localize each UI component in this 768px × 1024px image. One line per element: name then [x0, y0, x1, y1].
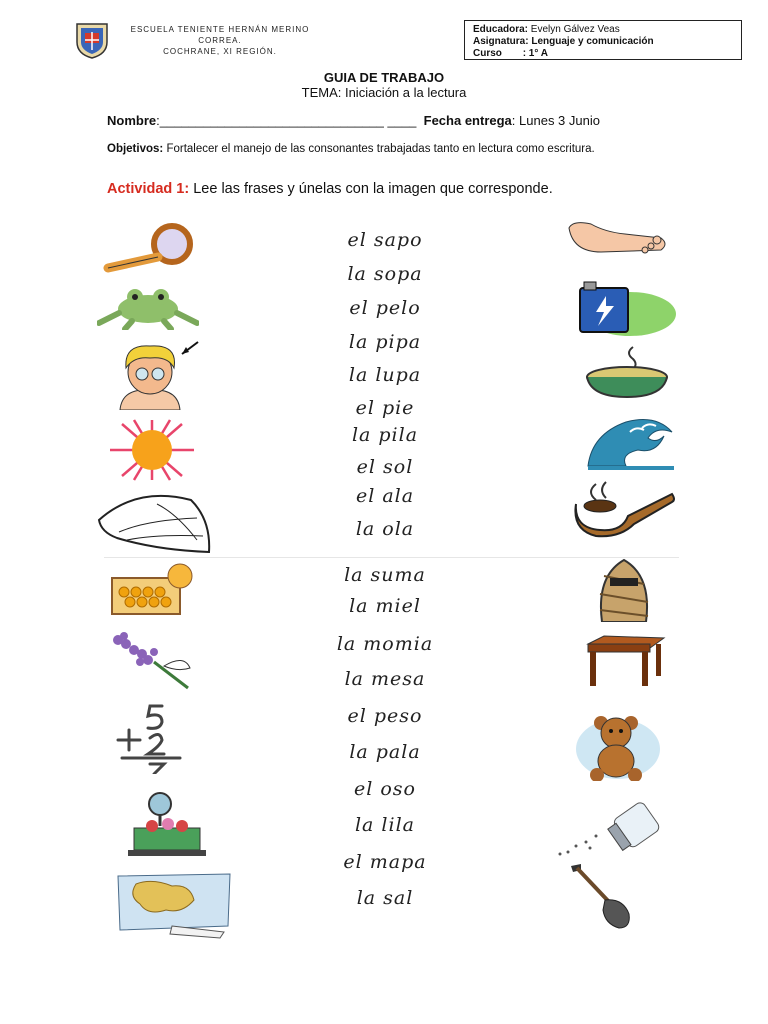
curso-value: : 1° A: [522, 48, 548, 59]
word-item: la pala: [349, 741, 421, 763]
teacher-info-box: [464, 20, 742, 60]
page-subtitle: TEMA: Iniciación a la lectura: [301, 85, 467, 100]
magnifying-glass-icon: [100, 222, 205, 274]
word-item: el sapo: [347, 229, 423, 251]
math-sum-icon: [110, 700, 190, 774]
actividad-label: Actividad 1:: [107, 181, 190, 197]
word-item: el pie: [355, 397, 415, 419]
wave-icon: [586, 414, 676, 470]
salt-shaker-icon: [556, 798, 668, 858]
asignatura-label: Asignatura:: [473, 36, 529, 47]
word-item: la miel: [349, 595, 421, 617]
word-item: la momia: [336, 633, 434, 655]
objetivos-label: Objetivos:: [107, 143, 164, 155]
school-line: COCHRANE, XI REGIÓN.: [163, 47, 277, 56]
word-item: el ala: [355, 485, 415, 507]
lilac-flower-icon: [104, 628, 196, 690]
word-item: la mesa: [344, 668, 426, 690]
fecha-label: Fecha entrega: [423, 113, 512, 128]
school-name: [120, 24, 320, 57]
sun-icon: [100, 418, 204, 482]
word-item: la sopa: [347, 263, 423, 285]
curso-label: Curso: [473, 48, 502, 59]
word-item: el peso: [347, 705, 423, 727]
nombre-label: Nombre: [107, 113, 157, 128]
nombre-blank: :_______________________________ ____: [156, 113, 417, 128]
objetivos-text: Fortalecer el manejo de las consonantes trabajadas tanto en lectura como escritura.: [166, 143, 595, 155]
word-item: el pelo: [349, 297, 421, 319]
boy-hair-icon: [108, 338, 208, 410]
name-date-line: [107, 113, 600, 128]
battery-icon: [574, 280, 678, 338]
word-item: el oso: [354, 778, 416, 800]
wing-icon: [97, 490, 213, 556]
school-line: ESCUELA TENIENTE HERNÁN MERINO: [130, 25, 310, 34]
pipe-icon: [572, 480, 678, 540]
word-item: la pila: [351, 424, 419, 446]
actividad-text: Lee las frases y únelas con la imagen que corresponde.: [193, 181, 553, 197]
page-title: GUIA DE TRABAJO: [323, 70, 445, 85]
school-line: CORREA.: [198, 36, 242, 45]
educadora-label: Educadora:: [473, 24, 529, 35]
word-item: la sal: [356, 887, 414, 909]
educadora-value: Evelyn Gálvez Veas: [530, 24, 620, 35]
word-item: el mapa: [343, 851, 427, 873]
teddy-bear-icon: [575, 713, 661, 781]
frog-icon: [97, 285, 199, 330]
activity-instruction: [107, 181, 553, 197]
word-item: el sol: [356, 456, 414, 478]
soup-bowl-icon: [585, 345, 671, 401]
word-item: la suma: [344, 564, 426, 586]
scale-icon: [126, 792, 208, 858]
map-icon: [112, 870, 236, 940]
fecha-value: : Lunes 3 Junio: [511, 113, 600, 128]
word-item: la lila: [354, 814, 415, 836]
foot-icon: [565, 222, 669, 258]
shovel-icon: [567, 862, 637, 930]
objectives: [107, 143, 663, 156]
word-item: la pipa: [348, 331, 422, 353]
school-crest-icon: [72, 20, 112, 60]
mummy-icon: [586, 556, 662, 622]
honeycomb-icon: [104, 562, 196, 618]
word-item: la lupa: [348, 364, 422, 386]
word-item: la ola: [355, 518, 415, 540]
table-icon: [584, 634, 666, 690]
asignatura-value: Lenguaje y comunicación: [531, 36, 654, 47]
